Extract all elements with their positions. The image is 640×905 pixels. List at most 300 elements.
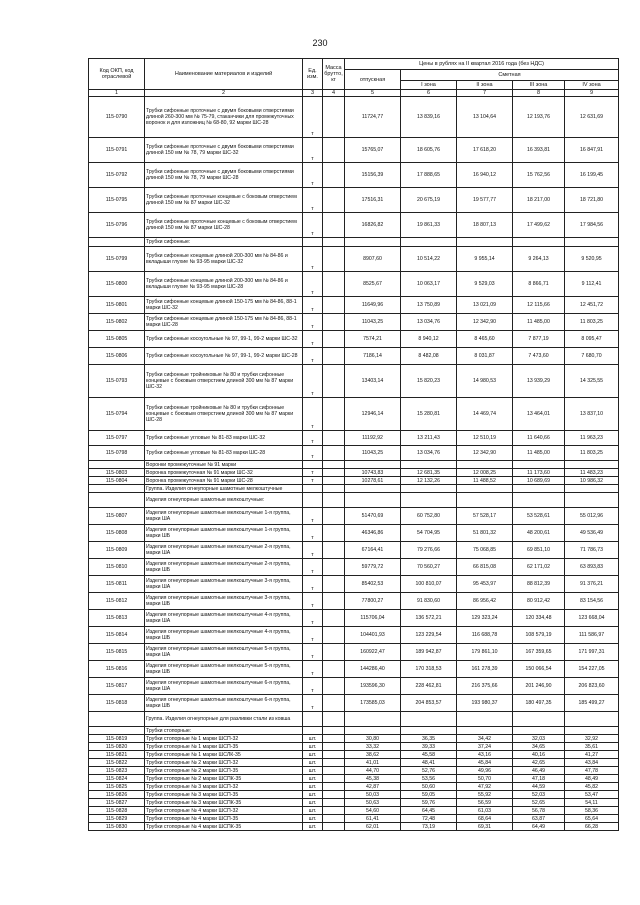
row-zone1-price: 64,45 <box>401 807 457 815</box>
row-code: 115-0819 <box>89 735 145 743</box>
group-heading-row <box>89 485 619 493</box>
row-mass <box>323 735 345 743</box>
table-row <box>89 610 619 627</box>
row-name: Трубки стопорные № 4 марки ШСП-35 <box>145 815 303 823</box>
row-unit: шт. <box>303 807 323 815</box>
empty-cell <box>513 727 565 735</box>
group-heading-row <box>89 238 619 247</box>
row-mass <box>323 799 345 807</box>
row-zone2-price: 50,70 <box>457 775 513 783</box>
row-name: Изделия огнеупорные шамотные мелкоштучные 3-я группа, марки ШБ <box>145 593 303 610</box>
row-zone4-price: 53,47 <box>565 791 619 799</box>
empty-cell <box>401 493 457 508</box>
empty-cell <box>345 493 401 508</box>
row-name: Изделия огнеупорные шамотные мелкоштучные 5-я группа, марки ША <box>145 644 303 661</box>
row-unit: т <box>303 542 323 559</box>
column-number-row <box>89 90 619 97</box>
row-name: Изделия огнеупорные шамотные мелкоштучные 1-я группа, марки ШБ <box>145 525 303 542</box>
empty-cell <box>565 485 619 493</box>
row-zone3-price: 201 246,90 <box>513 678 565 695</box>
row-code: 115-0794 <box>89 398 145 431</box>
row-zone1-price: 52,76 <box>401 767 457 775</box>
price-table <box>88 58 619 831</box>
row-zone4-price: 58,36 <box>565 807 619 815</box>
header-prices-title: Цены в рублях на II квартал 2016 года (без НДС) <box>345 59 619 70</box>
row-zone2-price: 16 940,12 <box>457 163 513 188</box>
row-release-price: 104401,93 <box>345 627 401 644</box>
row-zone4-price: 41,27 <box>565 751 619 759</box>
row-release-price: 17516,31 <box>345 188 401 213</box>
header-unit: Ед. изм. <box>303 59 323 90</box>
table-row <box>89 593 619 610</box>
row-zone1-price: 13 750,89 <box>401 297 457 314</box>
row-unit: шт. <box>303 823 323 831</box>
empty-cell <box>401 727 457 735</box>
row-unit: шт. <box>303 751 323 759</box>
row-name: Трубки стопорные № 1 марки ШСЛК-35 <box>145 751 303 759</box>
row-zone1-price: 13 034,76 <box>401 314 457 331</box>
row-code: 115-0822 <box>89 759 145 767</box>
row-name: Трубки сифонные угловые № 81-83 марки ШС-32 <box>145 431 303 446</box>
empty-cell <box>303 727 323 735</box>
empty-cell <box>457 712 513 727</box>
row-unit: т <box>303 469 323 477</box>
row-zone4-price: 63 893,83 <box>565 559 619 576</box>
row-unit: шт. <box>303 791 323 799</box>
table-row <box>89 331 619 348</box>
row-code: 115-0798 <box>89 446 145 461</box>
empty-cell <box>303 493 323 508</box>
row-unit: т <box>303 446 323 461</box>
row-unit: шт. <box>303 735 323 743</box>
row-zone4-price: 11 963,23 <box>565 431 619 446</box>
row-zone1-price: 13 211,43 <box>401 431 457 446</box>
row-unit: т <box>303 163 323 188</box>
row-zone4-price: 111 586,97 <box>565 627 619 644</box>
table-row <box>89 247 619 272</box>
row-zone1-price: 36,35 <box>401 735 457 743</box>
group-heading: Группа. Изделия огнеупорные для разливки стали из ковша <box>145 712 303 727</box>
table-row <box>89 627 619 644</box>
row-name: Трубки стопорные № 3 марки ШСПК-35 <box>145 799 303 807</box>
empty-cell <box>323 485 345 493</box>
row-zone1-price: 72,48 <box>401 815 457 823</box>
group-code-cell <box>89 485 145 493</box>
row-zone3-price: 8 866,71 <box>513 272 565 297</box>
table-row <box>89 783 619 791</box>
row-zone3-price: 52,03 <box>513 791 565 799</box>
row-mass <box>323 163 345 188</box>
header-mass: Масса брутто, кг <box>323 59 345 90</box>
row-zone3-price: 11 640,66 <box>513 431 565 446</box>
row-zone3-price: 7 473,60 <box>513 348 565 365</box>
header-zone-2: II зона <box>457 81 513 90</box>
row-zone2-price: 13 021,09 <box>457 297 513 314</box>
empty-cell <box>457 238 513 247</box>
row-code: 115-0816 <box>89 661 145 678</box>
row-name: Трубки стопорные № 1 марки ШСП-35 <box>145 743 303 751</box>
row-zone2-price: 12 008,25 <box>457 469 513 477</box>
row-zone3-price: 42,65 <box>513 759 565 767</box>
empty-cell <box>513 493 565 508</box>
row-zone1-price: 13 034,76 <box>401 446 457 461</box>
row-zone1-price: 123 229,54 <box>401 627 457 644</box>
row-release-price: 173585,03 <box>345 695 401 712</box>
row-unit: т <box>303 138 323 163</box>
empty-cell <box>345 727 401 735</box>
row-zone2-price: 56,59 <box>457 799 513 807</box>
row-zone1-price: 170 318,53 <box>401 661 457 678</box>
row-release-price: 77800,27 <box>345 593 401 610</box>
row-code: 115-0801 <box>89 297 145 314</box>
row-unit: т <box>303 593 323 610</box>
row-zone2-price: 17 618,20 <box>457 138 513 163</box>
row-release-price: 13403,14 <box>345 365 401 398</box>
row-zone3-price: 64,49 <box>513 823 565 831</box>
row-unit: т <box>303 348 323 365</box>
table-row <box>89 272 619 297</box>
table-row <box>89 735 619 743</box>
col-num-8: 8 <box>513 90 565 97</box>
group-heading: Трубки сифонные: <box>145 238 303 247</box>
row-zone2-price: 69,31 <box>457 823 513 831</box>
table-body <box>89 59 619 831</box>
row-zone4-price: 11 803,25 <box>565 314 619 331</box>
group-heading: Группа. Изделия огнеупорные шамотные мелкоштучные <box>145 485 303 493</box>
row-zone1-price: 54 704,95 <box>401 525 457 542</box>
row-unit: т <box>303 431 323 446</box>
row-zone4-price: 49 536,49 <box>565 525 619 542</box>
row-code: 115-0797 <box>89 431 145 446</box>
row-zone3-price: 56,78 <box>513 807 565 815</box>
empty-cell <box>457 727 513 735</box>
row-zone4-price: 11 483,23 <box>565 469 619 477</box>
row-name: Трубки стопорные № 2 марки ШСП-35 <box>145 767 303 775</box>
header-release: отпускная <box>345 70 401 90</box>
empty-cell <box>303 238 323 247</box>
row-mass <box>323 542 345 559</box>
row-mass <box>323 348 345 365</box>
row-release-price: 144286,40 <box>345 661 401 678</box>
table-row <box>89 751 619 759</box>
row-code: 115-0826 <box>89 791 145 799</box>
empty-cell <box>401 485 457 493</box>
row-mass <box>323 365 345 398</box>
empty-cell <box>565 727 619 735</box>
row-zone1-price: 100 810,07 <box>401 576 457 593</box>
row-zone3-price: 180 497,35 <box>513 695 565 712</box>
row-release-price: 7574,21 <box>345 331 401 348</box>
row-zone2-price: 55,92 <box>457 791 513 799</box>
row-name: Трубки сифонные косоугольные № 97, 99-1, 99-2 марки ШС-32 <box>145 331 303 348</box>
empty-cell <box>565 238 619 247</box>
group-heading-row <box>89 727 619 735</box>
row-zone2-price: 49,96 <box>457 767 513 775</box>
group-code-cell <box>89 727 145 735</box>
row-release-price: 15156,39 <box>345 163 401 188</box>
row-zone3-price: 34,65 <box>513 743 565 751</box>
row-zone2-price: 14 980,53 <box>457 365 513 398</box>
row-code: 115-0815 <box>89 644 145 661</box>
row-zone2-price: 43,16 <box>457 751 513 759</box>
row-release-price: 54,60 <box>345 807 401 815</box>
row-unit: т <box>303 365 323 398</box>
row-name: Трубки сифонные угловые № 81-83 марки ШС-28 <box>145 446 303 461</box>
row-zone3-price: 15 762,56 <box>513 163 565 188</box>
row-zone3-price: 11 173,60 <box>513 469 565 477</box>
row-name: Трубки сифонные проточные концевые с боковым отверстием длиной 150 мм № 87 марки ШС-32 <box>145 188 303 213</box>
row-zone3-price: 9 264,13 <box>513 247 565 272</box>
row-code: 115-0803 <box>89 469 145 477</box>
table-row <box>89 767 619 775</box>
empty-cell <box>345 712 401 727</box>
row-code: 115-0805 <box>89 331 145 348</box>
row-zone2-price: 68,64 <box>457 815 513 823</box>
row-zone3-price: 53 528,61 <box>513 508 565 525</box>
row-zone4-price: 171 997,31 <box>565 644 619 661</box>
table-row <box>89 743 619 751</box>
row-name: Изделия огнеупорные шамотные мелкоштучные 5-я группа, марки ШБ <box>145 661 303 678</box>
row-mass <box>323 525 345 542</box>
row-zone2-price: 86 956,42 <box>457 593 513 610</box>
row-zone1-price: 17 888,65 <box>401 163 457 188</box>
row-unit: т <box>303 559 323 576</box>
row-zone4-price: 55 012,96 <box>565 508 619 525</box>
group-heading-row <box>89 712 619 727</box>
col-num-6: 6 <box>401 90 457 97</box>
row-code: 115-0830 <box>89 823 145 831</box>
empty-cell <box>513 238 565 247</box>
row-zone3-price: 16 393,81 <box>513 138 565 163</box>
row-mass <box>323 627 345 644</box>
row-zone4-price: 16 847,91 <box>565 138 619 163</box>
row-code: 115-0802 <box>89 314 145 331</box>
row-mass <box>323 188 345 213</box>
row-release-price: 16826,82 <box>345 213 401 238</box>
row-zone2-price: 8 031,87 <box>457 348 513 365</box>
row-zone2-price: 216 375,66 <box>457 678 513 695</box>
row-mass <box>323 644 345 661</box>
row-zone2-price: 51 801,32 <box>457 525 513 542</box>
row-zone2-price: 12 342,90 <box>457 446 513 461</box>
row-code: 115-0807 <box>89 508 145 525</box>
row-zone1-price: 12 681,35 <box>401 469 457 477</box>
row-release-price: 12946,14 <box>345 398 401 431</box>
row-release-price: 193596,30 <box>345 678 401 695</box>
row-mass <box>323 331 345 348</box>
row-zone4-price: 48,49 <box>565 775 619 783</box>
row-zone4-price: 65,64 <box>565 815 619 823</box>
row-zone3-price: 12 193,76 <box>513 97 565 138</box>
row-unit: т <box>303 97 323 138</box>
row-zone4-price: 54,11 <box>565 799 619 807</box>
row-name: Изделия огнеупорные шамотные мелкоштучные 1-я группа, марки ША <box>145 508 303 525</box>
row-zone2-price: 161 278,39 <box>457 661 513 678</box>
table-row <box>89 97 619 138</box>
row-zone4-price: 17 984,56 <box>565 213 619 238</box>
col-num-5: 5 <box>345 90 401 97</box>
row-zone3-price: 46,49 <box>513 767 565 775</box>
row-mass <box>323 743 345 751</box>
row-code: 115-0792 <box>89 163 145 188</box>
row-zone3-price: 13 464,01 <box>513 398 565 431</box>
row-code: 115-0814 <box>89 627 145 644</box>
empty-cell <box>457 493 513 508</box>
row-release-price: 33,32 <box>345 743 401 751</box>
row-code: 115-0790 <box>89 97 145 138</box>
empty-cell <box>323 493 345 508</box>
table-row <box>89 297 619 314</box>
row-zone1-price: 48,41 <box>401 759 457 767</box>
row-release-price: 11043,25 <box>345 446 401 461</box>
row-code: 115-0820 <box>89 743 145 751</box>
row-name: Трубки сифонные концевые длиной 200-300 мм № 84-86 и вкладыши глухие № 93-95 марки ШС-28 <box>145 272 303 297</box>
row-zone3-price: 167 359,65 <box>513 644 565 661</box>
row-zone2-price: 37,24 <box>457 743 513 751</box>
table-row <box>89 469 619 477</box>
row-zone3-price: 32,03 <box>513 735 565 743</box>
row-unit: т <box>303 576 323 593</box>
row-zone4-price: 185 499,27 <box>565 695 619 712</box>
row-zone2-price: 45,84 <box>457 759 513 767</box>
row-zone2-price: 14 469,74 <box>457 398 513 431</box>
table-row <box>89 138 619 163</box>
row-zone4-price: 35,61 <box>565 743 619 751</box>
table-row <box>89 213 619 238</box>
row-unit: шт. <box>303 743 323 751</box>
row-mass <box>323 783 345 791</box>
table-row <box>89 661 619 678</box>
row-zone3-price: 52,65 <box>513 799 565 807</box>
empty-cell <box>513 485 565 493</box>
group-code-cell <box>89 461 145 469</box>
row-name: Трубки сифонные проточные с двумя боковыми отверстиями длиной 150 мм № 78, 79 марки ШС-32 <box>145 138 303 163</box>
row-unit: шт. <box>303 759 323 767</box>
row-mass <box>323 559 345 576</box>
row-zone2-price: 95 453,97 <box>457 576 513 593</box>
row-code: 115-0799 <box>89 247 145 272</box>
row-release-price: 30,80 <box>345 735 401 743</box>
row-zone4-price: 154 227,05 <box>565 661 619 678</box>
row-zone4-price: 11 803,25 <box>565 446 619 461</box>
row-zone2-price: 34,42 <box>457 735 513 743</box>
row-name: Трубки стопорные № 3 марки ШСП-35 <box>145 791 303 799</box>
row-mass <box>323 138 345 163</box>
row-zone3-price: 7 877,19 <box>513 331 565 348</box>
table-row <box>89 775 619 783</box>
table-row <box>89 398 619 431</box>
row-zone2-price: 9 955,14 <box>457 247 513 272</box>
table-row <box>89 576 619 593</box>
row-name: Воронка промежуточная № 91 марки ШС-28 <box>145 477 303 485</box>
row-mass <box>323 791 345 799</box>
table-row <box>89 188 619 213</box>
row-zone1-price: 13 839,16 <box>401 97 457 138</box>
row-zone4-price: 32,92 <box>565 735 619 743</box>
row-code: 115-0827 <box>89 799 145 807</box>
row-zone3-price: 69 851,10 <box>513 542 565 559</box>
row-zone2-price: 12 342,90 <box>457 314 513 331</box>
row-zone4-price: 43,84 <box>565 759 619 767</box>
row-zone2-price: 116 688,78 <box>457 627 513 644</box>
table-row <box>89 542 619 559</box>
row-name: Трубки сифонные проточные с двумя боковыми отверстиями длиной 150 мм № 78, 79 марки ШС-28 <box>145 163 303 188</box>
row-zone3-price: 18 217,00 <box>513 188 565 213</box>
row-name: Трубки стопорные № 1 марки ШСП-32 <box>145 735 303 743</box>
row-code: 115-0810 <box>89 559 145 576</box>
empty-cell <box>303 712 323 727</box>
row-zone4-price: 9 112,41 <box>565 272 619 297</box>
row-release-price: 8525,67 <box>345 272 401 297</box>
row-zone2-price: 12 510,19 <box>457 431 513 446</box>
row-zone2-price: 193 980,37 <box>457 695 513 712</box>
empty-cell <box>513 712 565 727</box>
row-unit: т <box>303 477 323 485</box>
row-zone2-price: 18 807,13 <box>457 213 513 238</box>
row-release-price: 44,70 <box>345 767 401 775</box>
row-zone1-price: 60 752,80 <box>401 508 457 525</box>
row-release-price: 11649,96 <box>345 297 401 314</box>
row-zone1-price: 15 820,23 <box>401 365 457 398</box>
row-code: 115-0812 <box>89 593 145 610</box>
row-release-price: 8907,60 <box>345 247 401 272</box>
row-zone1-price: 45,58 <box>401 751 457 759</box>
row-zone1-price: 15 280,81 <box>401 398 457 431</box>
row-mass <box>323 610 345 627</box>
row-release-price: 11192,92 <box>345 431 401 446</box>
row-name: Трубки стопорные № 3 марки ШСП-32 <box>145 783 303 791</box>
row-zone3-price: 62 171,02 <box>513 559 565 576</box>
row-mass <box>323 272 345 297</box>
group-code-cell <box>89 712 145 727</box>
row-zone4-price: 12 631,69 <box>565 97 619 138</box>
table-row <box>89 799 619 807</box>
row-release-price: 50,03 <box>345 791 401 799</box>
row-zone4-price: 9 520,95 <box>565 247 619 272</box>
group-heading: Трубки стопорные: <box>145 727 303 735</box>
row-unit: шт. <box>303 783 323 791</box>
empty-cell <box>345 238 401 247</box>
row-unit: т <box>303 213 323 238</box>
row-code: 115-0821 <box>89 751 145 759</box>
row-zone2-price: 13 104,64 <box>457 97 513 138</box>
row-zone3-price: 150 066,54 <box>513 661 565 678</box>
row-unit: т <box>303 695 323 712</box>
row-release-price: 67164,41 <box>345 542 401 559</box>
row-zone2-price: 179 861,10 <box>457 644 513 661</box>
col-num-7: 7 <box>457 90 513 97</box>
row-mass <box>323 695 345 712</box>
table-row <box>89 477 619 485</box>
table-row <box>89 678 619 695</box>
row-release-price: 51470,69 <box>345 508 401 525</box>
header-row-1 <box>89 59 619 70</box>
group-heading-row <box>89 493 619 508</box>
header-estimate: Сметная <box>401 70 619 81</box>
empty-cell <box>401 461 457 469</box>
row-release-price: 41,01 <box>345 759 401 767</box>
row-zone3-price: 12 115,66 <box>513 297 565 314</box>
row-zone4-price: 83 154,56 <box>565 593 619 610</box>
row-zone1-price: 70 560,27 <box>401 559 457 576</box>
col-num-9: 9 <box>565 90 619 97</box>
table-row <box>89 348 619 365</box>
row-release-price: 11724,77 <box>345 97 401 138</box>
row-name: Трубки сифонные проточные концевые с боковым отверстием длиной 150 мм № 87 марки ШС-28 <box>145 213 303 238</box>
empty-cell <box>323 238 345 247</box>
row-zone4-price: 14 325,55 <box>565 365 619 398</box>
row-mass <box>323 807 345 815</box>
